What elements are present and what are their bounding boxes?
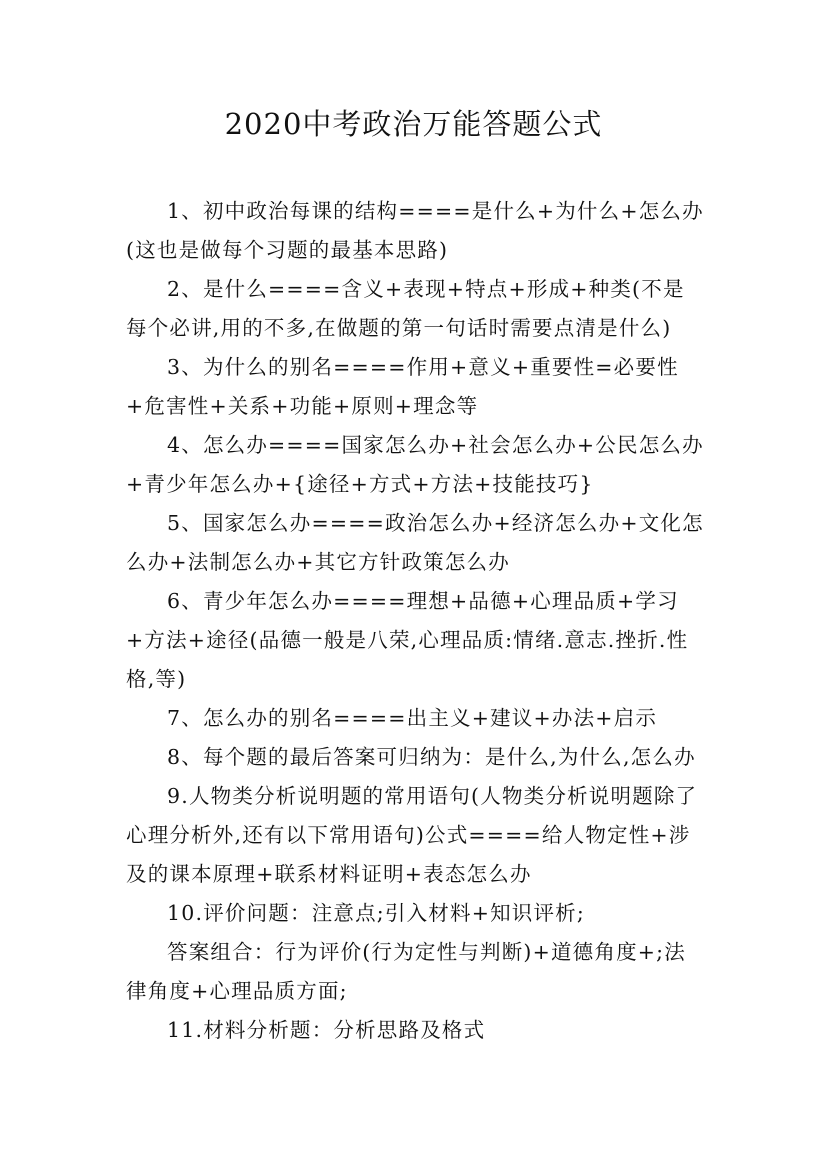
document-body — [126, 192, 704, 1050]
paragraph-9: 9.人物类分析说明题的常用语句(人物类分析说明题除了心理分析外,还有以下常用语句)公式====给人物定性+涉及的课本原理+联系材料证明+表态怎么办 — [126, 784, 698, 886]
paragraph-1: 1、初中政治每课的结构====是什么+为什么+怎么办(这也是做每个习题的最基本思路) — [126, 199, 704, 262]
paragraph-6: 6、青少年怎么办====理想+品德+心理品质+学习+方法+途径(品德一般是八荣,心理品质:情绪.意志.挫折.性格,等) — [126, 589, 689, 691]
paragraph-10: 10.评价问题：注意点;引入材料+知识评析; — [167, 901, 585, 925]
paragraph-8: 8、每个题的最后答案可归纳为：是什么,为什么,怎么办 — [167, 745, 696, 769]
paragraph-11: 答案组合：行为评价(行为定性与判断)+道德角度+;法律角度+心理品质方面; — [126, 940, 686, 1003]
document-title: 2020中考政治万能答题公式 — [224, 107, 603, 141]
paragraph-4: 4、怎么办====国家怎么办+社会怎么办+公民怎么办+青少年怎么办+{途径+方式+方法+技能技巧} — [126, 433, 704, 496]
paragraph-5: 5、国家怎么办====政治怎么办+经济怎么办+文化怎么办+法制怎么办+其它方针政策怎么办 — [126, 511, 704, 574]
paragraph-7: 7、怎么办的别名====出主义+建议+办法+启示 — [167, 706, 658, 730]
paragraph-12: 11.材料分析题：分析思路及格式 — [167, 1018, 486, 1042]
paragraph-3: 3、为什么的别名====作用+意义+重要性=必要性+危害性+关系+功能+原则+理念等 — [126, 355, 679, 418]
paragraph-2: 2、是什么====含义+表现+特点+形成+种类(不是每个必讲,用的不多,在做题的第一句话时需要点清是什么) — [126, 277, 685, 340]
